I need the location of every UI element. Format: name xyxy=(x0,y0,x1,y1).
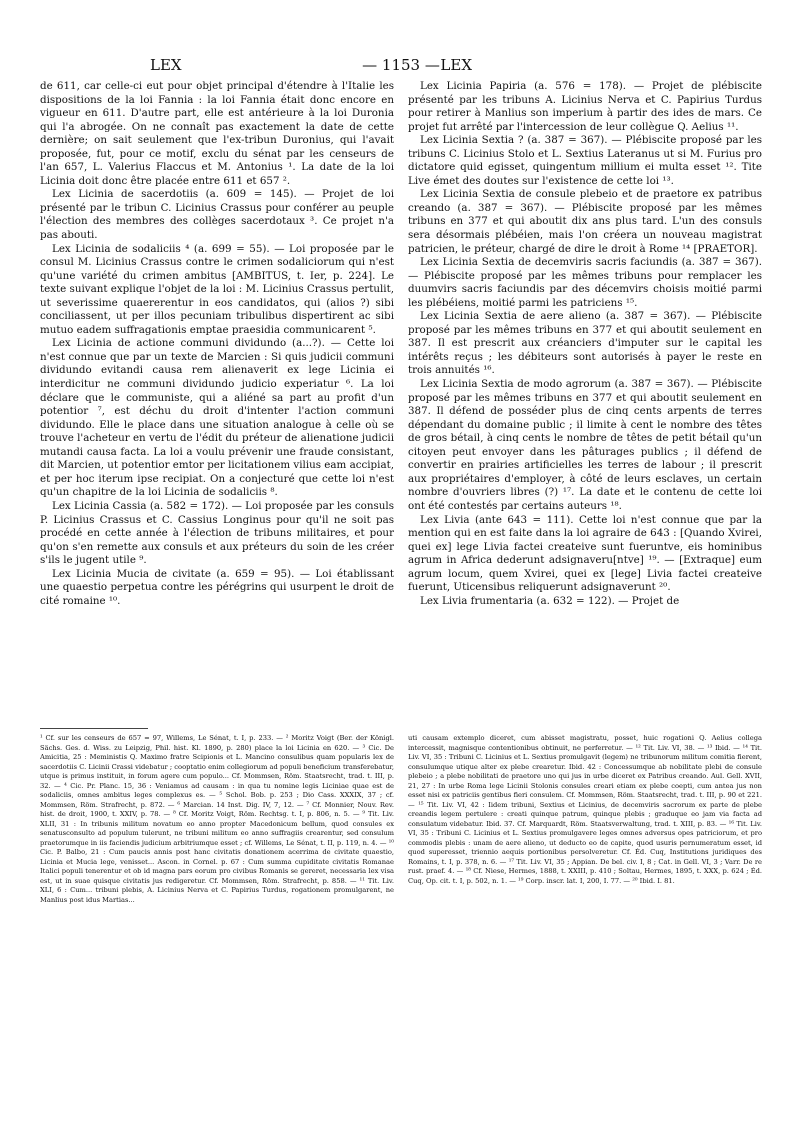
header-right-keyword: LEX xyxy=(440,56,472,74)
footnotes-left xyxy=(40,734,394,1124)
page-header xyxy=(40,56,762,76)
entry-lex-licinia-de-sacerdotiis: Lex Licinia de sacerdotiis (a. 609 = 145). — Projet de loi présenté par le tribun C. Licinius Crassus pour conférer au peuple l'élection des membres des collèges sacerdotaux ³. Ce projet n'a pas abouti. xyxy=(40,188,394,242)
header-left-keyword: LEX xyxy=(150,56,182,74)
entry-lex-licinia-cassia: Lex Licinia Cassia (a. 582 = 172). — Loi proposée par les consuls P. Licinius Crassus et C. Cassius Longinus pour qu'il ne soit pas procédé en cette année à l'élection de tribuns militaires, et pour qu'on s'en remette aux consuls et aux préteurs du soin de les créer s'ils le jugent utile ⁹. xyxy=(40,499,394,567)
entry-lex-livia: Lex Livia (ante 643 = 111). Cette loi n'est connue que par la mention qui en est faite dans la loi agraire de 643 : [Quando Xvirei, quei ex] lege Livia factei createive sunt fueruntve, eis hominibus agrum in Africa dederunt adsignaveru[ntve] ¹⁹. — [Extraque] eum agrum locum, quem Xvirei, quei ex [lege] Livia factei createive fuerunt, Uticensibus reliquerunt adsignaverunt ²⁰. xyxy=(408,513,762,594)
main-text xyxy=(40,80,762,720)
paragraph: de 611, car celle-ci eut pour objet principal d'étendre à l'Italie les dispositions de la loi Fannia : la loi Fannia était donc encore en vigueur en 611. D'autre part, elle est antérieure à la loi Duronia qui l'a abrogée. On ne connaît pas exactement la date de cette dernière; on sait seulement que l'ex-tribun Duronius, qui l'avait proposée, fut, pour ce motif, exclu du sénat par les censeurs de l'an 657, L. Valerius Flaccus et M. Antonius ¹. La date de la loi Licinia doit donc être placée entre 611 et 657 ². xyxy=(40,80,394,187)
entry-lex-licinia-sextia-de-aere-alieno: Lex Licinia Sextia de aere alieno (a. 387 = 367). — Plébiscite proposé par les mêmes tribuns en 377 et qui aboutit seulement en 387. Il est prescrit aux créanciers d'imputer sur le capital les intérêts reçus ; les débiteurs sont autorisés à payer le reste en trois annuités ¹⁶. xyxy=(408,310,762,377)
page-number: — 1153 — xyxy=(362,56,440,74)
entry-lex-licinia-de-actione-communi-dividundo: Lex Licinia de actione communi dividundo (a...?). — Cette loi n'est connue que par un texte de Marcien : Si quis judicii communi dividundo evitandi causa rem alienaverit ex lege Licinia ei interdicitur ne communi dividundo judicio experiatur ⁶. La loi déclare que le communiste, qui a aliéné sa part au profit d'un potentior ⁷, est déchu du droit d'intenter l'action communi dividundo. Elle le place dans une situation analogue à celle où se trouve l'acheteur en vertu de l'édit du préteur de alienatione judicii mutandi causa facta. La loi a voulu prévenir une fraude consistant, dit Marcien, ut potentior emtor per licitationem vilius eam accipiat, et per hoc iterum ipse recipiat. On a conjecturé que cette loi n'est qu'un chapitre de la loi Licinia de sodaliciis ⁸. xyxy=(40,337,394,499)
entry-lex-licinia-sextia-de-modo-agrorum: Lex Licinia Sextia de modo agrorum (a. 387 = 367). — Plébiscite proposé par les mêmes tribuns en 377 et qui aboutit seulement en 387. Il défend de posséder plus de cinq cents arpents de terres dépendant du domaine public ; il limite à cent le nombre des têtes de gros bétail, à cinq cents le nombre de têtes de petit bétail qu'un citoyen peut envoyer dans les pâturages publics ; il défend de convertir en prairies artificielles les terres de labour ; il prescrit aux propriétaires d'employer, à côté de leurs esclaves, un certain nombre d'ouvriers libres (?) ¹⁷. La date et le contenu de cette loi ont été contestés par certains auteurs ¹⁸. xyxy=(408,378,762,512)
left-column xyxy=(40,80,394,720)
footnotes xyxy=(40,734,762,1124)
footnote-text: ¹ Cf. sur les censeurs de 657 = 97, Willems, Le Sénat, t. I, p. 233. — ² Moritz Voigt (Ber. der Königl. Sächs. Ges. d. Wiss. zu Leipzig, Phil. hist. Kl. 1890, p. 280) place la loi Licinia en 620. — ³ Cic. De Amicitia, 25 : Meministis Q. Maximo fratre Scipionis et L. Mancino consulibus quam popularis lex de sacerdotiis C. Licinii Crassi videbatur ; cooptatio enim collegiorum ad populi beneficium transferebatur, utque is primus instituit, in forum agere cum populo... Cf. Mommsen, Röm. Staatsrecht, trad. t. III, p. 32. — ⁴ Cic. Pr. Planc. 15, 36 : Veniamus ad causam : in qua tu nomine legis Liciniae quae est de sodaliciis, omnes ambitus leges complexus es. — ⁵ Schol. Bob. p. 253 ; Dio Cass. XXXIX, 37 ; cf. Mommsen, Röm. Strafrecht, p. 872. — ⁶ Marcian. 14 Inst. Dig. IV, 7, 12. — ⁷ Cf. Monnier, Nouv. Rev. hist. de droit, 1900, t. XXIV, p. 78. — ⁸ Cf. Moritz Voigt, Röm. Rechtsg. t. I, p. 806, n. 5. — ⁹ Tit. Liv. XLII, 31 : In tribunis militum novatum eo anno propter Macedonicum bellum, quod consules ex senatusconsulto ad populum tulerunt, ne tribuni militum eo anno suffragiis crearentur, sed consulum praetorumque in iis faciendis judicium arbitriumque esset ; cf. Willems, Le Sénat, t. II, p. 119, n. 4. — ¹⁰ Cic. P. Balbo, 21 : Cum paucis annis post hanc civitatis donationem acerrima de civitate quaestio, Licinia et Mucia lege, venisset... Ascon. in Cornel. p. 67 : Cum summa cupiditate civitatis Romanae Italici populi tenerentur et ob id magna pars eorum pro civibus Romanis se gereret, necessaria lex visa est, ut in suae quisque civitatis jus redigeretur. Cf. Mommsen, Röm. Strafrecht, p. 858. — ¹¹ Tit. Liv. XLI, 6 : Cum... tribuni plebis, A. Licinius Nerva et C. Papirius Turdus, rogationem promulgarent, ne Manlius post idus Martias... xyxy=(40,734,394,904)
footnotes-right xyxy=(408,734,762,1124)
footnote-text: uti causam extemplo diceret, cum abisset magistratu, posset, huic rogationi Q. Aelius collega intercessit, magnisque contentionibus obtinuit, ne perferretur. — ¹² Tit. Liv. VI, 38. — ¹³ Ibid. — ¹⁴ Tit. Liv. VI, 35 : Tribuni C. Licinius et L. Sextius promulgavit (legem) ne tribunorum militum comitia fierent, consulumque utique alter ex plebe crearetur. Ibid. 42 : Concessumque ab nobilitate plebi de consule plebeio ; a plebe nobilitati de praetore uno qui jus in urbe diceret ex Patribus creando. Aul. Gell. XVII, 21, 27 : In urbe Roma lege Licinii Stolonis consules creari etiam ex plebe coepti, cum antea jus non esset nisi ex patriciis gentibus fieri consulem. Cf. Mommsen, Röm. Staatsrecht, trad. t. III, p. 90 et 221. — ¹⁵ Tit. Liv. VI, 42 : Iidem tribuni, Sextius et Licinius, de decemviris sacrorum ex parte de plebe creandis legem pertulere : creati quinque patrum, quinque plebis ; graduque eo jam via facta ad consulatum videbatur. Ibid. 37. Cf. Marquardt, Röm. Staatsverwaltung, trad. t. XIII, p. 83. — ¹⁶ Tit. Liv. VI, 35 : Tribuni C. Licinius et L. Sextius promulgavere leges omnes adversus opes patriciorum, et pro commodis plebis : unam de aere alieno, ut deducto eo de capite, quod usuris pernumeratum esset, id quod superesset, triennio aequis portionibus persolveretur. Cf. Éd. Cuq, Institutions juridiques des Romains, t. I, p. 378, n. 6. — ¹⁷ Tit. Liv. VI, 35 ; Appian. De bel. civ. I, 8 ; Cat. in Gell. VI, 3 ; Varr. De re rust. praef. 4. — ¹⁸ Cf. Niese, Hermes, 1888, t. XXIII, p. 410 ; Soltau, Hermes, 1895, t. XXX, p. 624 ; Éd. Cuq, Op. cit. t. I, p. 502, n. 1. — ¹⁹ Corp. inscr. lat. I, 200, I. 77. — ²⁰ Ibid. I. 81. xyxy=(408,734,762,885)
entry-lex-licinia-sextia: Lex Licinia Sextia ? (a. 387 = 367). — Plébiscite proposé par les tribuns C. Licinius Stolo et L. Sextius Lateranus ut si M. Furius pro dictatore quid egisset, quingentum millium ei multa esset ¹². Tite Live émet des doutes sur l'existence de cette loi ¹³. xyxy=(408,134,762,187)
entry-lex-licinia-sextia-de-decemviris: Lex Licinia Sextia de decemviris sacris faciundis (a. 387 = 367). — Plébiscite proposé par les mêmes tribuns pour remplacer les duumvirs sacris faciundis par des décemvirs choisis moitié parmi les plébéiens, moitié parmi les patriciens ¹⁵. xyxy=(408,256,762,309)
right-column xyxy=(408,80,762,720)
footnote-divider xyxy=(40,728,148,729)
entry-lex-licinia-de-sodaliciis: Lex Licinia de sodaliciis ⁴ (a. 699 = 55). — Loi proposée par le consul M. Licinius Crassus contre le crimen sodaliciorum qui n'est qu'une variété du crimen ambitus [AMBITUS, t. Ier, p. 224]. Le texte suivant explique l'objet de la loi : M. Licinius Crassus pertulit, ut severissime quaererentur in eos candidatos, qui (alios ?) sibi conciliassent, ut per illos pecuniam tribulibus dispertirent ac sibi mutuo eadem suffragationis emptae praesidia communicarent ⁵. xyxy=(40,242,394,336)
entry-lex-licinia-mucia: Lex Licinia Mucia de civitate (a. 659 = 95). — Loi établissant une quaestio perpetua contre les pérégrins qui usurpent le droit de cité romaine ¹⁰. xyxy=(40,567,394,607)
entry-lex-licinia-sextia-de-consule: Lex Licinia Sextia de consule plebeio et de praetore ex patribus creando (a. 387 = 367). — Plébiscite proposé par les mêmes tribuns en 377 et qui aboutit dix ans plus tard. L'un des consuls sera désormais plébéien, mais l'on créera un nouveau magistrat patricien, le préteur, chargé de dire le droit à Rome ¹⁴ [PRAETOR]. xyxy=(408,188,762,255)
entry-lex-licinia-papiria: Lex Licinia Papiria (a. 576 = 178). — Projet de plébiscite présenté par les tribuns A. Licinius Nerva et C. Papirius Turdus pour retirer à Manlius son imperium à partir des ides de mars. Ce projet fut arrêté par l'intercession de leur collègue Q. Aelius ¹¹. xyxy=(408,80,762,133)
entry-lex-livia-frumentaria: Lex Livia frumentaria (a. 632 = 122). — Projet de xyxy=(420,594,680,607)
